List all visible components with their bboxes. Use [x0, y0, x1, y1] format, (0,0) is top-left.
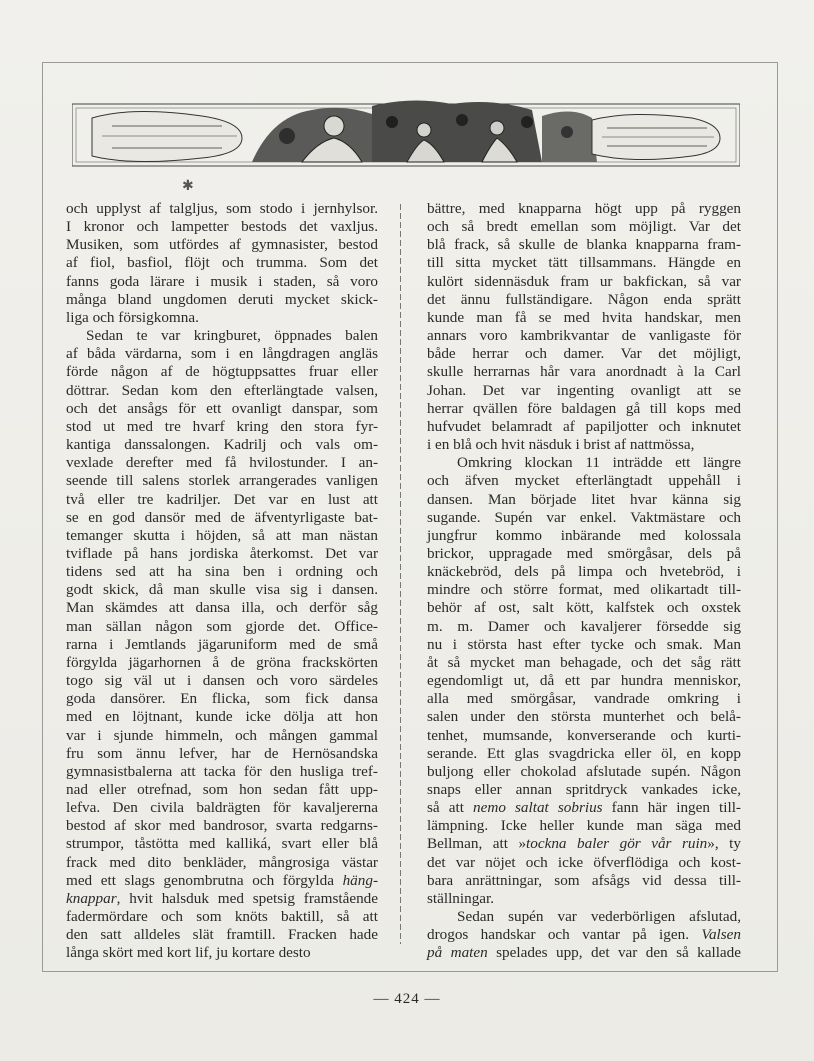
- text-line: bara anrättningar, som afsågs vid dessa till-: [427, 871, 741, 889]
- text-line: kunde man få se med hvita handskar, men: [427, 308, 741, 326]
- text-line: behör af ost, salt kött, kalfstek och oxstek: [427, 599, 741, 617]
- text-line: ställningar.: [427, 889, 495, 907]
- text-fragment: så att: [427, 799, 474, 817]
- left-paragraph-2: [66, 327, 378, 962]
- text-line: [66, 890, 378, 908]
- text-fragment: med ett slags genombrutna och förgylda: [66, 871, 334, 889]
- text-line: var i sjunde himmeln, och mången gammal: [66, 726, 378, 744]
- text-line: [427, 835, 741, 853]
- text-line: med en löjtnant, kunde icke dölja att hon: [66, 708, 378, 726]
- text-line: togo sig väl ut i dansen och voro särdeles: [66, 672, 378, 690]
- italic-phrase: på maten: [427, 944, 488, 962]
- text-fragment: , hvit halsduk med spetsig framstående: [116, 889, 378, 907]
- italic-phrase: nemo saltat sobrius: [473, 799, 603, 817]
- text-line: till sitta mycket tätt tillsammans. Hängde en: [427, 254, 741, 272]
- left-cartouche: [92, 111, 242, 161]
- text-line: bättre, med knapparna högt upp på ryggen: [427, 200, 741, 217]
- text-line: fadermördare och som knöts baktill, så att: [66, 908, 378, 926]
- text-line: hufvudet belamradt af papiljotter och inknutet: [427, 417, 741, 435]
- text-line: stod ut med tre hvarf kring den stora fyr-: [66, 417, 378, 435]
- text-line: lefva. Den civila baldrägten för kavaljererna: [66, 799, 378, 817]
- text-line: i en blå och hvit näsduk i brist af nattmössa,: [427, 436, 695, 454]
- text-line: lämpning. Icke heller kunde man säga med: [427, 817, 741, 835]
- text-line: liga och försigkomna.: [66, 308, 199, 326]
- text-line: nu i största hast efter tycke och smak. Man: [427, 635, 741, 653]
- text-line: tviflade på hans jordiska återkomst. Det var: [66, 544, 378, 562]
- italic-word: häng-: [342, 871, 378, 889]
- text-line: snaps eller annan spritdryck vankades icke,: [427, 781, 741, 798]
- text-line: fanns goda lärare i musik i staden, så voro: [66, 272, 378, 290]
- text-line: fru som ännu lefver, har de Hernösandska: [66, 744, 378, 762]
- text-line: åt så mycket man behagade, och det såg rätt: [427, 653, 741, 671]
- text-line: af båda värdarna, som i en långdragen angläs: [66, 345, 378, 363]
- text-line: dansen. Man började litet hvar känna sig: [427, 490, 741, 508]
- text-line: och upplyst af talgljus, som stodo i jernhylsor.: [66, 200, 378, 217]
- text-line: många bland ungdomen deruti mycket skick-: [66, 290, 378, 308]
- text-line: m. m. Damer och kavaljerer försedde sig: [427, 617, 741, 635]
- text-line: kulört sidennäsduk fram ur bakfickan, så var: [427, 272, 741, 290]
- text-line: salen under den största munterhet och belå-: [427, 708, 741, 726]
- text-line: alla med smörgåsar, vandrade omkring i: [427, 690, 741, 708]
- text-fragment: fann här ingen till-: [602, 799, 741, 817]
- ballroom-dance-vignette: [72, 96, 740, 170]
- text-line: I kronor och lampetter bestods det vaxljus.: [66, 218, 378, 236]
- text-line: sugande. Supén var enkel. Vaktmästare och: [427, 508, 741, 526]
- text-line: döttrar. Sedan kom den efterlängtade valsen,: [66, 381, 378, 399]
- text-line: förde någon af de högtuppsattes fruar eller: [66, 363, 378, 381]
- text-line: Musiken, som utfördes af gymnasister, bestod: [66, 236, 378, 254]
- text-line: och så bredt emellan som möjligt. Var det: [427, 218, 741, 236]
- text-line: temanger skutta i höjden, så att man nästan: [66, 526, 378, 544]
- text-line: Sedan te var kringburet, öppnades balen: [86, 327, 378, 345]
- text-line: och det ansågs för ett ovanligt danspar, som: [66, 399, 378, 417]
- text-line: den satt alldeles slät framtill. Fracken hade: [66, 926, 378, 944]
- left-paragraph-1: [66, 200, 378, 327]
- text-line: goda dansörer. En flicka, som fick dansa: [66, 690, 378, 708]
- text-line: kantiga danssalongen. Kadrilj och vals om-: [66, 436, 378, 454]
- text-fragment: », ty: [707, 835, 741, 853]
- text-line: se en god dansör med de äfventyrligaste bat-: [66, 508, 378, 526]
- text-line: nad eller otrefnad, som hon sedan fått upp-: [66, 781, 378, 798]
- text-fragment: Bellman, att »: [427, 835, 527, 853]
- text-fragment: spelades upp, det var den så kallade: [487, 944, 741, 962]
- right-paragraph-1: [427, 200, 741, 454]
- column-divider: [400, 204, 401, 944]
- text-line: både herrar och damer. Var det möjligt,: [427, 345, 741, 363]
- text-line: bestod af skor med bandrosor, svarta redgarns-: [66, 817, 378, 835]
- text-line: [427, 926, 741, 944]
- left-column: [66, 200, 378, 963]
- text-line: [66, 872, 378, 890]
- text-line: tidens sed att ha sina ben i ordning och: [66, 563, 378, 581]
- text-line: jungfrur kommo inbärande med kolossala: [427, 526, 741, 544]
- text-line: strumpor, tåstötta med kalliká, svart eller blå: [66, 835, 378, 853]
- text-line: annars voro kambrikvantar de vanligaste för: [427, 327, 741, 345]
- text-line: [427, 799, 741, 817]
- text-line: rarna i Jemtlands jägaruniform med de små: [66, 635, 378, 653]
- printer-mark: ✱: [182, 179, 194, 194]
- text-line: af fiol, basfiol, flöjt och trumma. Som det: [66, 254, 378, 272]
- text-line: vexlade derefter med få hvilostunder. I an-: [66, 454, 378, 472]
- text-line: man sällan någon som gjorde det. Office-: [66, 617, 378, 635]
- text-line: godt skick, då man skulle visa sig i dansen.: [66, 581, 378, 599]
- right-paragraph-3: [427, 908, 741, 962]
- text-line: Omkring klockan 11 inträdde ett längre: [457, 454, 741, 472]
- text-fragment: drogos handskar och vantar på igen.: [427, 926, 690, 944]
- text-line: brickor, uppragade med smörgåsar, dels på: [427, 544, 741, 562]
- text-line: herrar qvällen före baldagen gå till kops med: [427, 399, 741, 417]
- text-line: serande. Ett glas svagdricka eller öl, en kopp: [427, 744, 741, 762]
- text-line: blå frack, så skulle de blanka knapparna fram-: [427, 236, 741, 254]
- italic-word: knappar: [66, 889, 117, 907]
- text-line: egendomligt ut, då ett par hundra menniskor,: [427, 672, 741, 690]
- text-line: seende till salens storlek arrangerades vanligen: [66, 472, 378, 490]
- text-line: mindre och större format, med olikartadt till-: [427, 581, 741, 599]
- text-line: [427, 944, 741, 962]
- text-line: knäckebröd, dels på limpa och hvetebröd, i: [427, 563, 741, 581]
- text-line: Johan. Det var ingenting ovanligt att se: [427, 381, 741, 399]
- right-paragraph-2: [427, 454, 741, 908]
- text-line: förgylda jägarhornen å de gröna frackskörten: [66, 653, 378, 671]
- page-number: — 424 —: [373, 991, 441, 1007]
- right-column: [427, 200, 741, 963]
- text-line: Man skämdes att dansa illa, och derför såg: [66, 599, 378, 617]
- text-line: Sedan supén var vederbörligen afslutad,: [457, 908, 741, 926]
- dancers-scene: [252, 100, 597, 162]
- text-line: gymnasistbalerna att tacka för den husliga tref-: [66, 762, 378, 780]
- italic-word: Valsen: [701, 926, 742, 944]
- text-line: och äfven mycket efterlängtadt uppehåll i: [427, 472, 741, 490]
- text-line: det ännu fullständigare. Någon enda sprätt: [427, 290, 741, 308]
- text-line: frack med dito benkläder, mångrosiga västar: [66, 853, 378, 871]
- text-line: buljong eller chokolad afslutade supén. Någon: [427, 762, 741, 780]
- italic-phrase: tockna baler gör vår ruin: [526, 835, 708, 853]
- text-line: två eller tre kadriljer. Det var en lust att: [66, 490, 378, 508]
- text-line: det var nöjet och icke öfverflödiga och kost-: [427, 853, 741, 871]
- text-line: långa skört med kort lif, ju kortare desto: [66, 944, 311, 962]
- text-line: skulle herrarnas hår vara anordnadt à la Carl: [427, 363, 741, 381]
- text-line: tenhet, mumsande, konverserande och kurti-: [427, 726, 741, 744]
- right-cartouche: [592, 114, 720, 159]
